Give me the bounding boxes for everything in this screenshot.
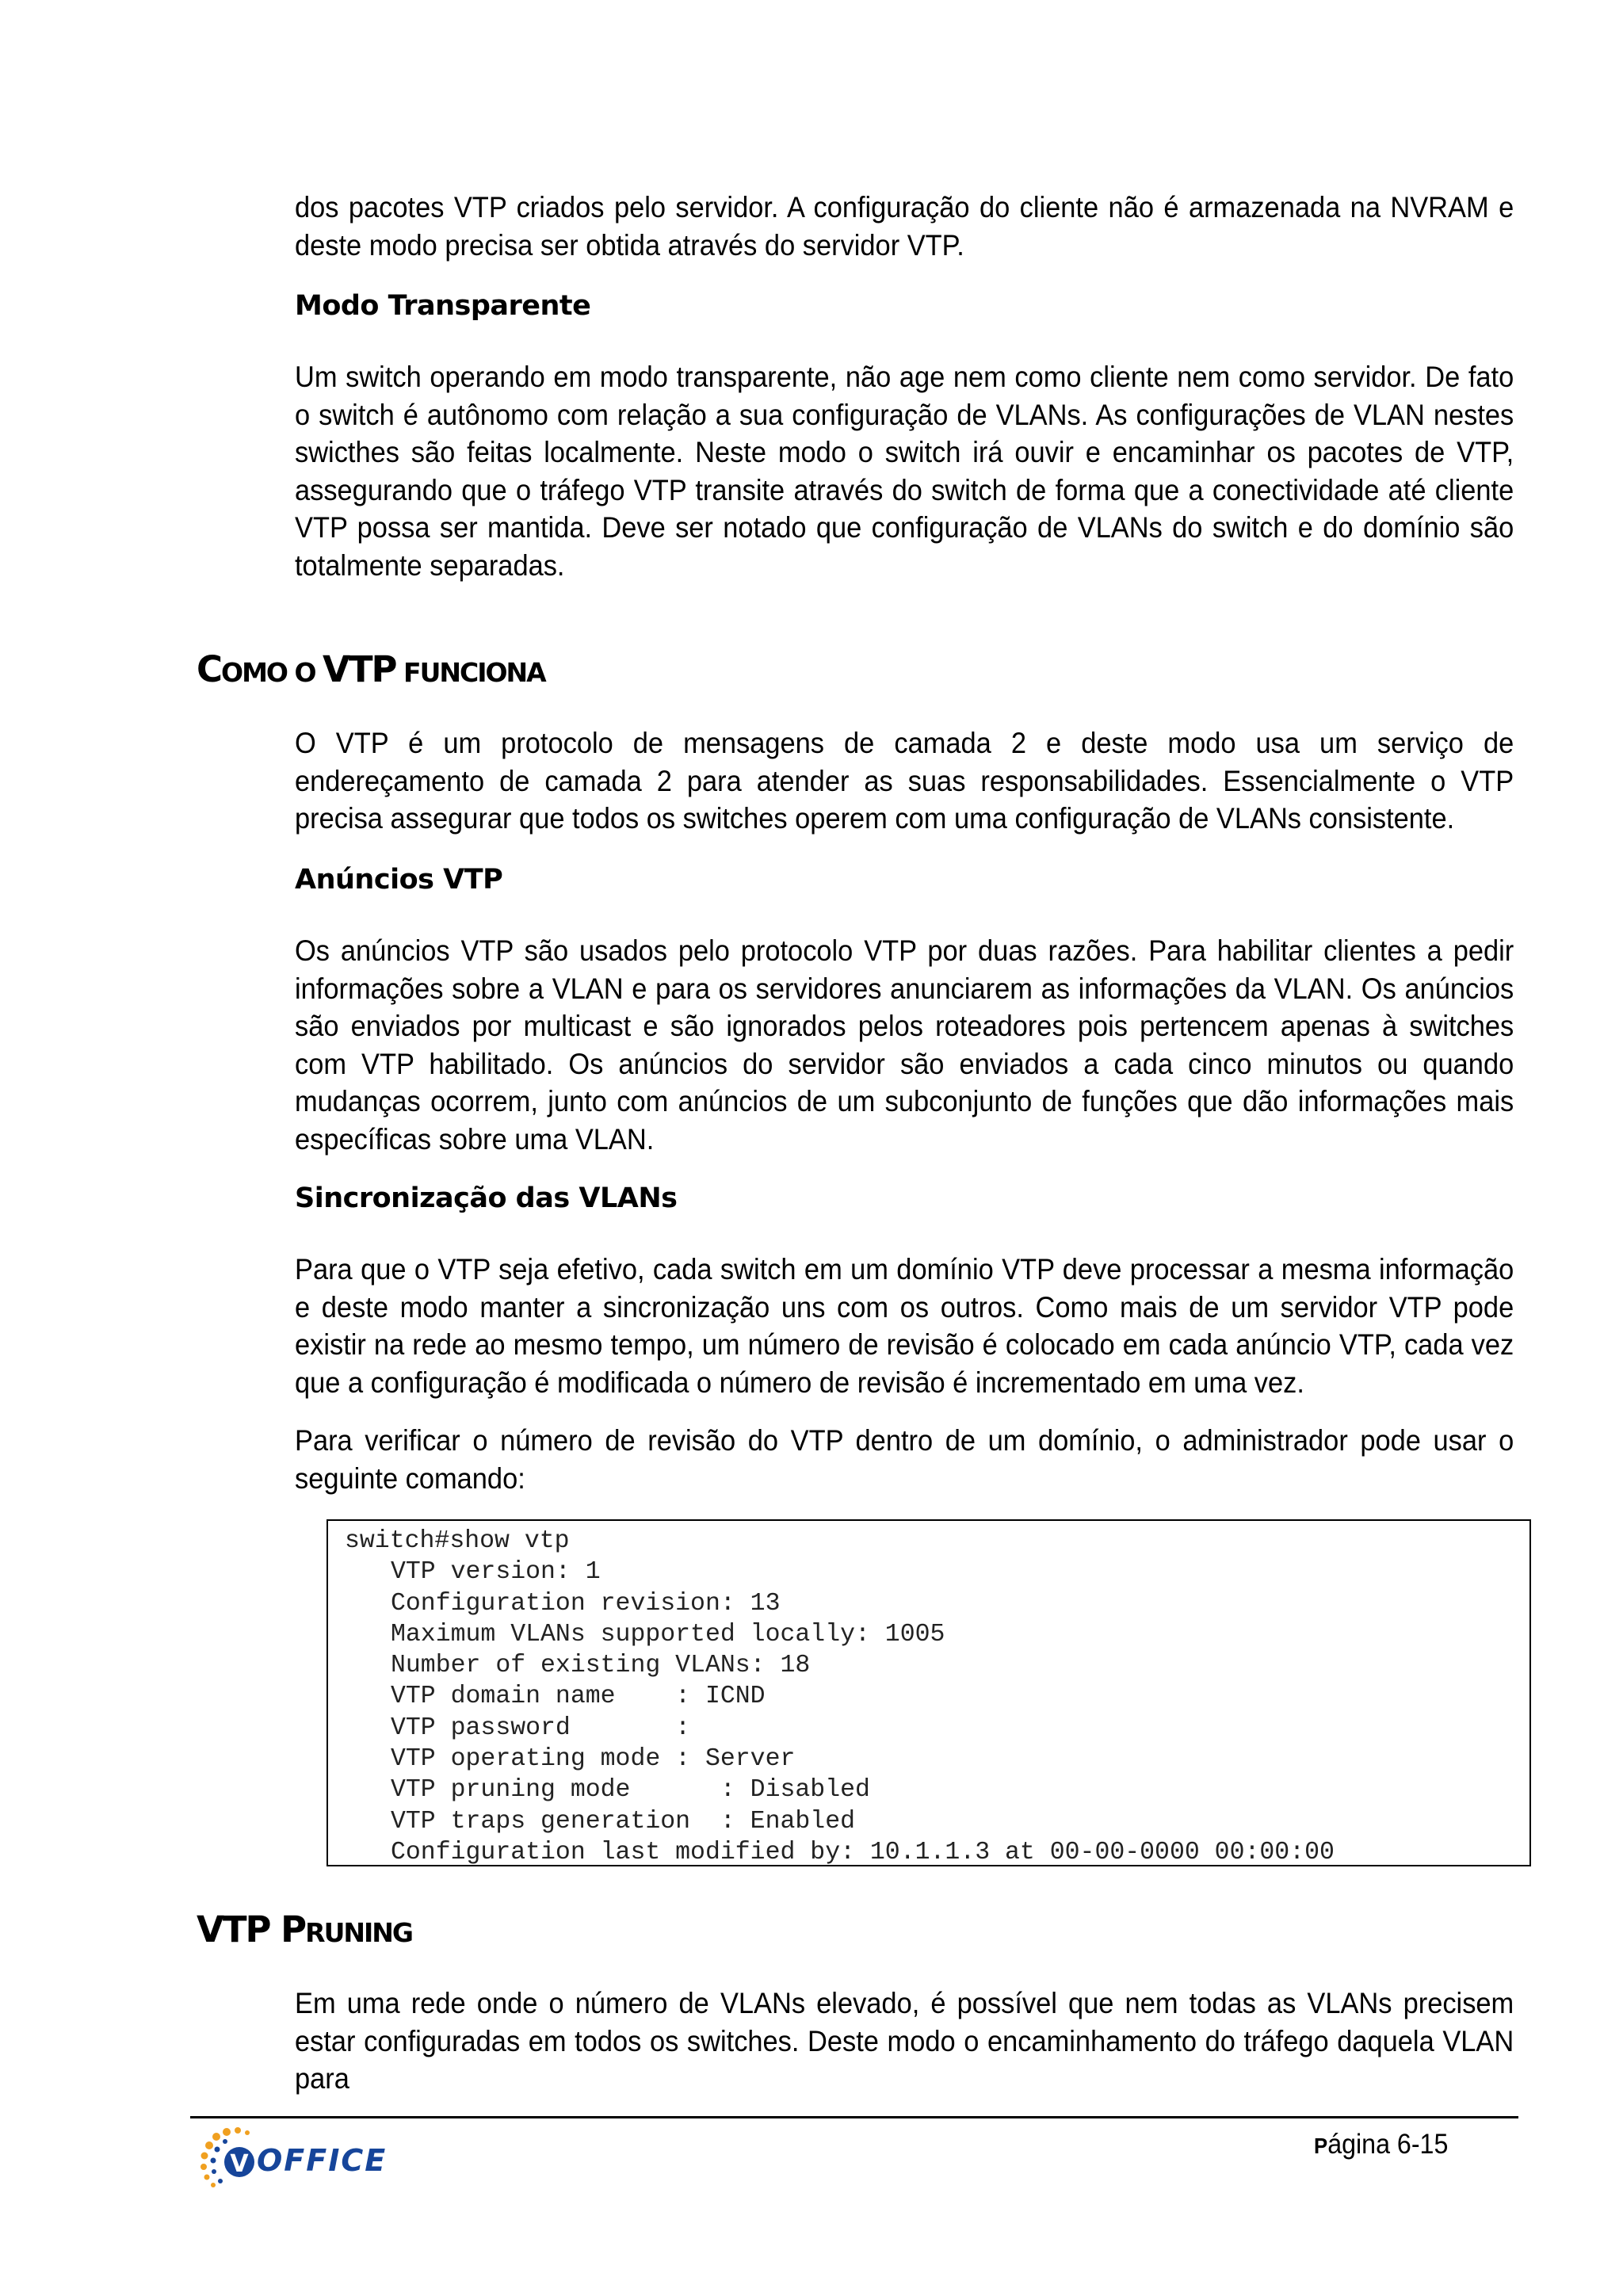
footer-divider <box>190 2116 1518 2118</box>
code-line: VTP version: 1 <box>391 1558 601 1587</box>
code-line: VTP pruning mode : Disabled <box>391 1776 870 1805</box>
heading-part: VTP P <box>197 1908 306 1950</box>
como-vtp-paragraph: O VTP é um protocolo de mensagens de camada 2 e deste modo usa um serviço de endereçamento de camada 2 para atender as suas responsabilidades. Essencialmente o VTP precisa assegurar que todos os switches operem com uma configuração de VLANs consistente. <box>295 727 1514 835</box>
anuncios-heading: Anúncios VTP <box>295 864 503 896</box>
verificar-paragraph: Para verificar o número de revisão do VTP dentro de um domínio, o administrador pode usar o seguinte comando: <box>295 1424 1514 1495</box>
code-line: Number of existing VLANs: 18 <box>391 1652 811 1680</box>
logo-letter: V <box>230 2150 249 2178</box>
code-line: VTP traps generation : Enabled <box>391 1807 855 1836</box>
code-line: Configuration last modified by: 10.1.1.3 at 00-00-0000 00:00:00 <box>391 1838 1335 1866</box>
code-line: Maximum VLANs supported locally: 1005 <box>391 1620 945 1648</box>
heading-part: VTP <box>323 648 396 690</box>
heading-part: FUNCIONA <box>395 657 545 688</box>
sincronizacao-heading: Sincronização das VLANs <box>295 1182 678 1214</box>
page-number <box>1314 2129 1448 2160</box>
pruning-paragraph: Em uma rede onde o número de VLANs elevado, é possível que nem todas as VLANs precisem estar configuradas em todos os switches. Deste modo o encaminhamento do tráfego daquela VLAN para <box>295 1987 1514 2095</box>
code-block-show-vtp <box>327 1519 1531 1866</box>
modo-transparente-paragraph: Um switch operando em modo transparente, não age nem como cliente nem como servidor. De fato o switch é autônomo com relação a sua configuração de VLANs. As configurações de VLAN nestes swicthes são feitas localmente. Neste modo o switch irá ouvir e encaminhar os pacotes de VTP, assegurando que o tráfego VTP transite através do switch de forma que a conectividade até cliente VTP possa ser mantida. Deve ser notado que configuração de VLANs do switch e do domínio são totalmente separadas. <box>295 361 1514 582</box>
page-number-prefix: P <box>1314 2134 1328 2158</box>
page-number-label: ágina 6-15 <box>1327 2129 1449 2160</box>
heading-part: RUNING <box>305 1917 412 1948</box>
logo-wordmark: OFFICE <box>257 2143 388 2178</box>
code-line: VTP domain name : ICND <box>391 1683 766 1711</box>
code-line: Configuration revision: 13 <box>391 1589 781 1618</box>
intro-paragraph: dos pacotes VTP criados pelo servidor. A configuração do cliente não é armazenada na NVRAM e deste modo precisa ser obtida através do servidor VTP. <box>295 191 1514 262</box>
anuncios-paragraph: Os anúncios VTP são usados pelo protocolo VTP por duas razões. Para habilitar clientes a pedir informações sobre a VLAN e para os servidores anunciarem as informações da VLAN. Os anúncios são enviados por multicast e são ignorados pelos roteadores pois pertencem apenas à switches com VTP habilitado. Os anúncios do servidor são enviados a cada cinco minutos ou quando mudanças ocorrem, junto com anúncios de um subconjunto de funções que dão informações mais específicas sobre uma VLAN. <box>295 934 1514 1156</box>
heading-part: C <box>197 648 222 690</box>
section-heading-vtp-pruning <box>197 1908 412 1950</box>
code-line: switch#show vtp <box>345 1527 570 1555</box>
code-line: VTP password : <box>391 1713 691 1742</box>
section-heading-como-vtp-funciona <box>197 648 545 690</box>
code-line: VTP operating mode : Server <box>391 1745 796 1774</box>
heading-part: OMO O <box>221 657 323 688</box>
sincronizacao-paragraph: Para que o VTP seja efetivo, cada switch em um domínio VTP deve processar a mesma informação e deste modo manter a sincronização uns com os outros. Como mais de um servidor VTP pode existir na rede ao mesmo tempo, um número de revisão é colocado em cada anúncio VTP, cada vez que a configuração é modificada o número de revisão é incrementado em uma vez. <box>295 1253 1514 1399</box>
modo-transparente-heading: Modo Transparente <box>295 290 591 322</box>
